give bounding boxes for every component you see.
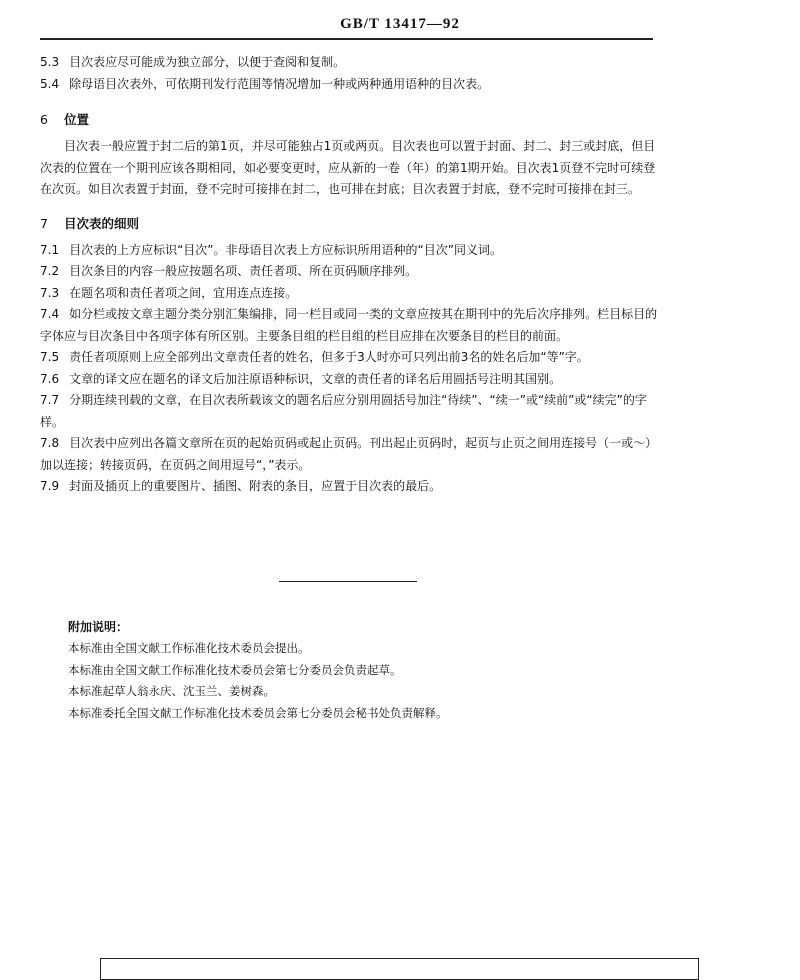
clause-number: 7.7	[40, 393, 60, 407]
clause-number: 7.9	[40, 479, 60, 493]
clause-7-2	[40, 261, 660, 283]
clause-number: 7.6	[40, 371, 60, 386]
clause-7-7	[40, 390, 660, 433]
clause-text: 目次表应尽可能成为独立部分，以便于查阅和复制。	[69, 55, 346, 69]
clause-7-3	[40, 283, 660, 305]
document-body	[40, 52, 660, 498]
notes-line: 本标准起草人翁永庆、沈玉兰、姜树森。	[68, 684, 275, 698]
clause-7-5	[40, 347, 660, 369]
clause-number: 5.4	[40, 76, 60, 91]
clause-text: 文章的译文应在题名的译文后加注原语种标识，文章的责任者的译名后用圆括号注明其国别。	[69, 371, 562, 386]
bottom-frame	[100, 958, 699, 980]
clause-text: 目次条目的内容一般应按题名项、责任者项、所在页码顺序排列。	[69, 264, 418, 278]
clause-5-3	[40, 52, 660, 74]
clause-text: 在题名项和责任者项之间，宜用连点连接。	[69, 285, 298, 300]
end-of-text-rule	[279, 581, 417, 582]
clause-7-8	[40, 433, 660, 476]
clause-5-4	[40, 74, 660, 96]
clause-number: 5.3	[40, 55, 60, 69]
clause-number: 7.5	[40, 350, 60, 364]
clause-text: 分期连续刊载的文章，在目次表所载该文的题名后应分别用圆括号加注“待续”、“续一”或“续前”或“续完”的字样。	[40, 393, 647, 429]
notes-line: 本标准由全国文献工作标准化技术委员会提出。	[68, 641, 310, 655]
section-title: 目次表的细则	[63, 215, 139, 231]
standard-code-header: GB/T 13417—92	[340, 16, 460, 32]
section-number: 7	[40, 215, 48, 231]
header-rule	[40, 38, 653, 40]
clause-text: 如分栏或按文章主题分类分别汇集编排，同一栏目或同一类的文章应按其在期刊中的先后次序排列。栏目标目的字体应与目次条目中各项字体有所区别。主要条目组的栏目组的栏目应排在次要条目的栏目的前面。	[40, 307, 658, 343]
clause-number: 7.2	[40, 264, 60, 278]
clause-text: 责任者项原则上应全部列出文章责任者的姓名，但多于3人时亦可只列出前3名的姓名后加“等”字。	[69, 350, 589, 364]
clause-text: 目次表中应列出各篇文章所在页的起始页码或起止页码。刊出起止页码时，起页与止页之间用连接号（一或～）加以连接；转接页码，在页码之间用逗号“，”表示。	[40, 436, 658, 472]
section-title: 位置	[63, 112, 89, 127]
notes-line: 本标准委托全国文献工作标准化技术委员会第七分委员会秘书处负责解释。	[68, 705, 448, 720]
clause-number: 7.3	[40, 285, 60, 300]
notes-line: 本标准由全国文献工作标准化技术委员会第七分委员会负责起草。	[68, 662, 402, 677]
section-6-heading	[40, 109, 660, 130]
clause-7-6	[40, 369, 660, 391]
section-6-body: 目次表一般应置于封二后的第1页，并尽可能独占1页或两页。目次表也可以置于封面、封二、封三或封底，但目次表的位置在一个期刊应该各期相同，如必要变更时，应从新的一卷（年）的第1期开始。目次表1页登不完时可续登在次页。如目次表置于封面，登不完时可接排在封二，也可排在封底；目次表置于封底，登不完时可接排在封三。	[40, 139, 656, 196]
clause-number: 7.8	[40, 436, 60, 450]
clause-7-9	[40, 476, 660, 498]
notes-heading: 附加说明：	[68, 620, 129, 634]
clause-7-1	[40, 240, 660, 262]
additional-notes	[68, 616, 628, 724]
clause-text: 除母语目次表外，可依期刊发行范围等情况增加一种或两种通用语种的目次表。	[69, 76, 490, 91]
clause-text: 封面及插页上的重要图片、插图、附表的条目，应置于目次表的最后。	[69, 479, 442, 493]
clause-number: 7.1	[40, 242, 60, 257]
section-number: 6	[40, 112, 48, 127]
clause-7-4	[40, 304, 660, 347]
clause-number: 7.4	[40, 307, 60, 321]
section-7-heading	[40, 213, 660, 234]
clause-text: 目次表的上方应标识“目次”。非母语目次表上方应标识所用语种的“目次”同义词。	[69, 242, 502, 257]
